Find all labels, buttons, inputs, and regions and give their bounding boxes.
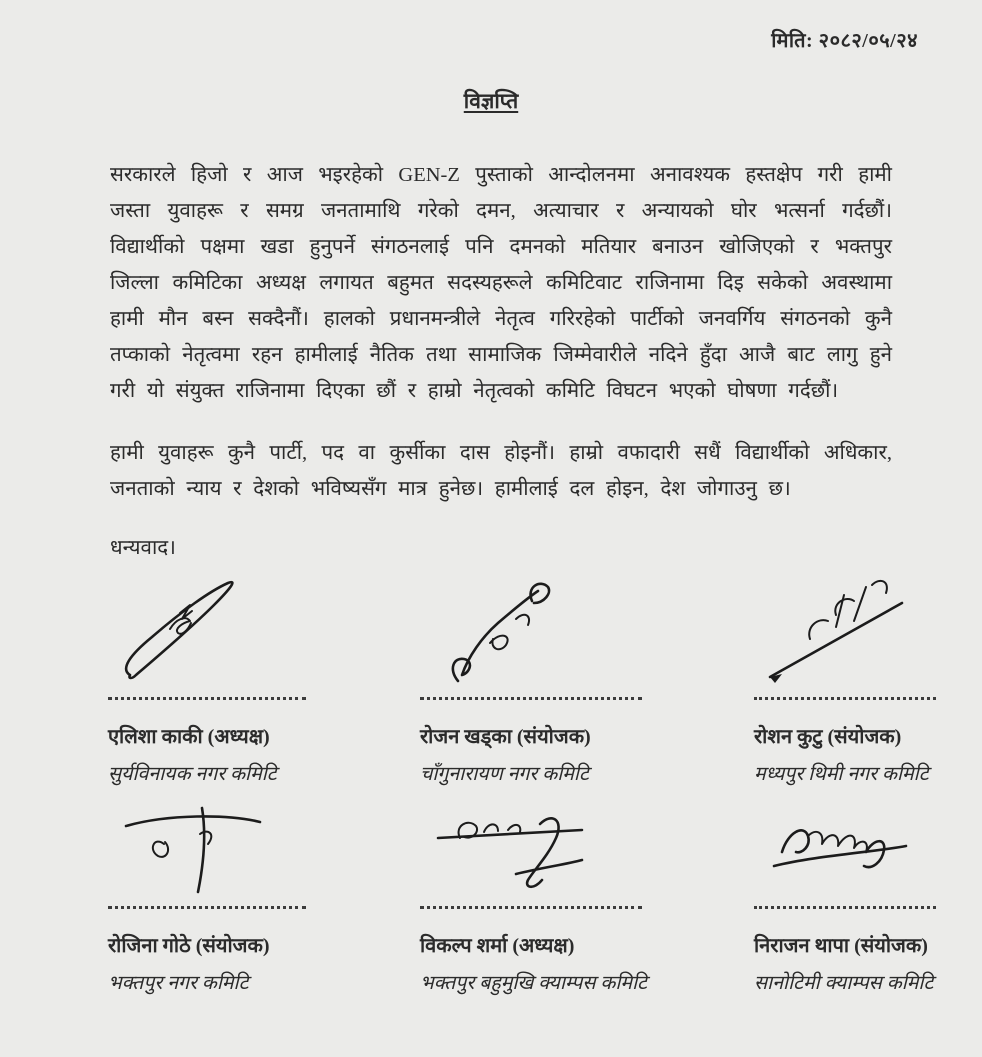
document-title: विज्ञप्ति <box>463 89 519 113</box>
signatory-name: एलिशा काकी (अध्यक्ष) <box>108 726 270 748</box>
signatory-block-1 <box>108 575 408 786</box>
signatory-committee: सानोटिमी क्याम्पस कमिटि <box>754 973 934 994</box>
signatory-committee: सुर्यविनायक नगर कमिटि <box>108 764 277 785</box>
signature-line <box>420 906 642 909</box>
signature-scribble-icon <box>754 575 954 687</box>
signature-scribble-icon <box>108 575 328 687</box>
signatory-name: विकल्प शर्मा (अध्यक्ष) <box>420 935 575 957</box>
signature-line <box>754 906 936 909</box>
body-paragraph-1: सरकारले हिजो र आज भइरहेको GEN-Z पुस्ताको आन्दोलनमा अनावश्यक हस्तक्षेप गरी हामी जस्ता युवाहरू र समग्र जनतामाथि गरेको दमन, अत्याचार र अन्यायको घोर भत्सर्ना गर्दछौं। विद्यार्थीको पक्षमा खडा हुनुपर्ने संगठनलाई पनि दमनको मतियार बनाउन खोजिएको र भक्तपुर जिल्ला कमिटिका अध्यक्ष लगायत बहुमत सदस्यहरूले कमिटिवाट राजिनामा दिइ सकेको अवस्थामा हामी मौन बस्न सक्दैनौं। हालको प्रधानमन्त्रीले नेतृत्व गरिरहेको पार्टीको जनवर्गिय संगठनको कुनै तप्काको नेतृत्वमा रहन हामीलाई नैतिक तथा सामाजिक जिम्मेवारीले नदिने हुँदा आजै बाट लागु हुने गरी यो संयुक्त राजिनामा दिएका छौं र हाम्रो नेतृत्वको कमिटि विघटन भएको घोषणा गर्दछौं। <box>110 164 892 402</box>
signatory-name: रोजन खड्का (संयोजक) <box>420 726 591 748</box>
signature-line <box>754 697 936 700</box>
signatory-committee: भक्तपुर नगर कमिटि <box>108 973 249 994</box>
signature-line <box>108 906 306 909</box>
signature-scribble-icon <box>420 575 640 687</box>
signatory-block-2 <box>408 575 728 786</box>
signatory-block-4 <box>108 804 408 995</box>
signatory-name: रोशन कुटु (संयोजक) <box>754 726 902 748</box>
closing-thanks: धन्यवाद। <box>110 537 176 559</box>
signature-scribble-icon <box>754 804 954 896</box>
signatory-committee: मध्यपुर थिमी नगर कमिटि <box>754 764 929 785</box>
signature-scribble-icon <box>108 804 328 896</box>
signatory-committee: चाँगुनारायण नगर कमिटि <box>420 764 589 785</box>
document-body <box>0 157 982 561</box>
signatory-block-5 <box>408 804 728 995</box>
signatory-block-3 <box>728 575 954 786</box>
signatory-name: रोजिना गोठे (संयोजक) <box>108 935 270 957</box>
signature-scribble-icon <box>420 804 640 896</box>
signature-line <box>108 697 306 700</box>
signatory-block-6 <box>728 804 954 995</box>
signatory-name: निराजन थापा (संयोजक) <box>754 935 928 957</box>
signatory-committee: भक्तपुर बहुमुखि क्याम्पस कमिटि <box>420 973 647 994</box>
body-paragraph-2: हामी युवाहरू कुनै पार्टी, पद वा कुर्सीका दास होइनौं। हाम्रो वफादारी सधैं विद्यार्थीको अधिकार, जनताको न्याय र देशको भविष्यसँग मात्र हुनेछ। हामीलाई दल होइन, देश जोगाउनु छ। <box>110 442 892 500</box>
signature-line <box>420 697 642 700</box>
signature-row-1 <box>0 575 982 786</box>
signature-row-2 <box>0 804 982 995</box>
document-date: मिति: २०८२/०५/२४ <box>771 30 918 52</box>
